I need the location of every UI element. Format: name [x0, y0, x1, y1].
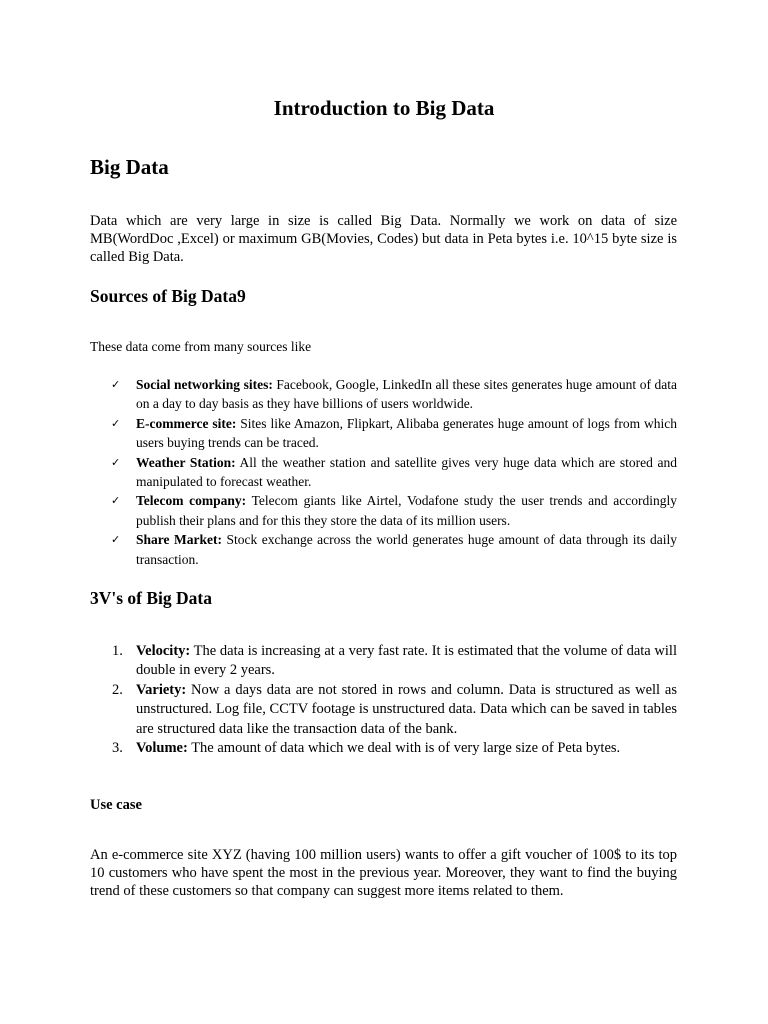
list-item-label: Telecom company:	[136, 493, 247, 509]
list-item	[90, 739, 677, 758]
three-v-list	[90, 642, 677, 758]
paragraph-use-case: An e-commerce site XYZ (having 100 million users) wants to offer a gift voucher of 100$ to its top 10 customers who have spent the most in the previous year. Moreover, they want to find the buying trend of these customers so that company can suggest more items related to them.	[90, 847, 677, 900]
list-item	[90, 375, 677, 414]
list-item-label: Variety:	[136, 681, 187, 698]
list-item-label: Velocity:	[136, 643, 191, 659]
check-icon: ✓	[111, 378, 121, 391]
heading-3v: 3V's of Big Data	[90, 588, 213, 608]
list-number: 1.	[112, 643, 123, 659]
list-item	[90, 414, 677, 453]
document-title: Introduction to Big Data	[273, 96, 495, 120]
list-item-label: Volume:	[136, 740, 188, 757]
list-item-text: All the weather station and satellite gives very huge data which are stored and manipulated to forecast weather.	[136, 454, 677, 490]
list-item-text: Stock exchange across the world generates huge amount of data through its daily transaction.	[136, 532, 678, 567]
heading-use-case: Use case	[90, 797, 142, 813]
list-item	[90, 642, 677, 681]
list-item-text: The data is increasing at a very fast rate. It is estimated that the volume of data will double in every 2 years.	[136, 643, 677, 679]
list-item-label: Social networking sites:	[136, 377, 273, 392]
paragraph-big-data: Data which are very large in size is called Big Data. Normally we work on data of size MB(WordDoc ,Excel) or maximum GB(Movies, Codes) but data in Peta bytes i.e. 10^15 byte size is called Big Data.	[90, 213, 677, 266]
list-item-text: Telecom giants like Airtel, Vodafone study the user trends and accordingly publish their plans and for this they store the data of its million users.	[136, 493, 677, 528]
heading-big-data: Big Data	[90, 155, 169, 179]
list-item-label: E-commerce site:	[136, 415, 237, 431]
heading-sources: Sources of Big Data9	[90, 286, 246, 306]
list-item-text: Now a days data are not stored in rows and column. Data is structured as well as unstructured. Log file, CCTV footage is unstructured data. Data which can be saved in tables are structured data like the transaction data of the bank.	[136, 681, 677, 737]
list-number: 2.	[112, 681, 123, 698]
list-item-text: The amount of data which we deal with is of very large size of Peta bytes.	[187, 740, 621, 757]
list-item	[90, 530, 677, 569]
list-item-label: Weather Station:	[136, 454, 236, 470]
list-number: 3.	[112, 740, 123, 757]
list-item	[90, 491, 677, 530]
check-icon: ✓	[111, 494, 121, 508]
check-icon: ✓	[111, 533, 121, 547]
list-item	[90, 681, 677, 739]
check-icon: ✓	[111, 416, 121, 430]
list-item	[90, 453, 677, 492]
check-icon: ✓	[111, 455, 121, 469]
list-item-text: Facebook, Google, LinkedIn all these sites generates huge amount of data on a day to day basis as they have billions of users worldwide.	[136, 377, 677, 412]
list-item-label: Share Market:	[136, 532, 222, 548]
list-item-text: Sites like Amazon, Flipkart, Alibaba generates huge amount of logs from which users buying trends can be traced.	[136, 415, 677, 451]
paragraph-sources-intro: These data come from many sources like	[90, 339, 312, 354]
sources-list	[90, 375, 677, 569]
